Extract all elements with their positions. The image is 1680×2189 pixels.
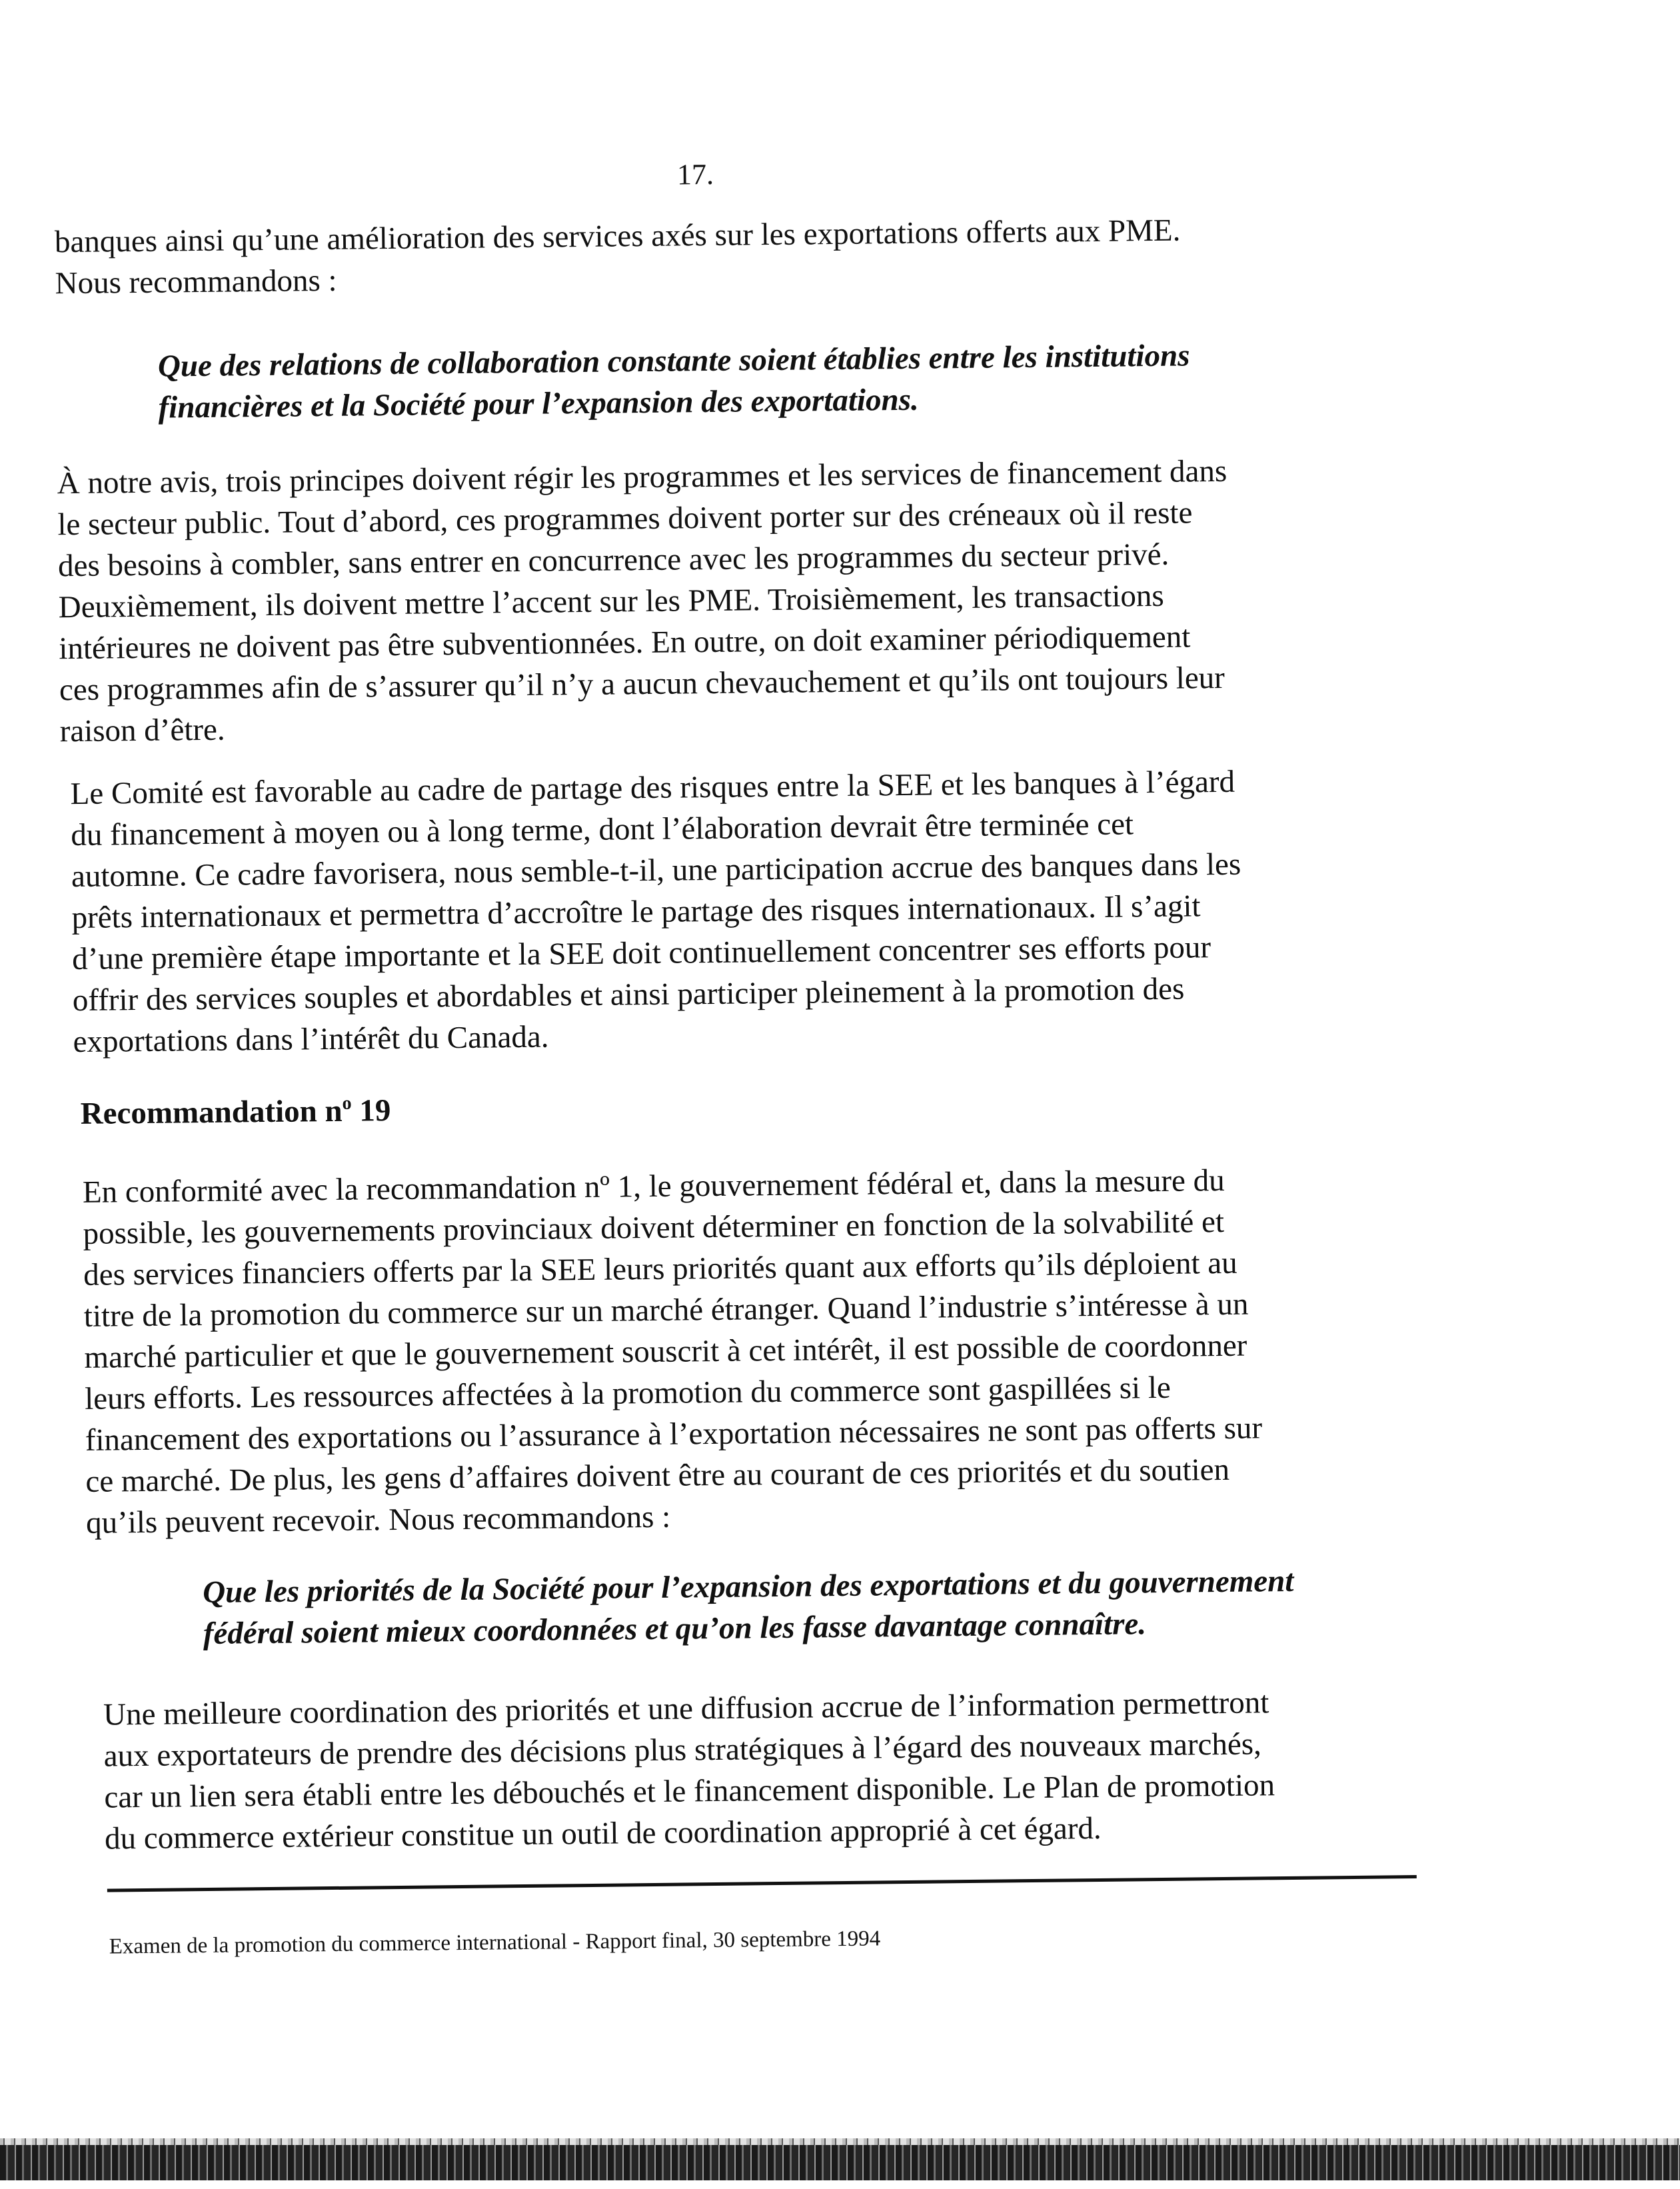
- paragraph-coordination: [83, 1159, 1263, 1543]
- text-line: raison d’être.: [59, 712, 225, 749]
- text-line: aux exportateurs de prendre des décisions plus stratégiques à l’égard des nouveaux marchés,: [103, 1726, 1262, 1774]
- text-line: offrir des services souples et abordables et ainsi participer pleinement à la promotion des: [72, 971, 1185, 1019]
- paragraph-intro: [55, 210, 1182, 305]
- text-line: possible, les gouvernements provinciaux doivent déterminer en fonction de la solvabilité et: [83, 1204, 1225, 1251]
- paragraph-principles: [57, 451, 1230, 752]
- text-line: des services financiers offerts par la SEE leurs priorités quant aux efforts qu’ils déploient au: [83, 1245, 1238, 1292]
- text-line: Que les priorités de la Société pour l’expansion des exportations et du gouvernement: [202, 1563, 1294, 1610]
- text-line: ce marché. De plus, les gens d’affaires doivent être au courant de ces priorités et du soutien: [85, 1452, 1230, 1499]
- heading-text: Recommandation n: [80, 1093, 343, 1131]
- text-line: fédéral soient mieux coordonnées et qu’on les fasse davantage connaître.: [203, 1606, 1147, 1652]
- text-line: En conformité avec la recommandation nº 1, le gouvernement fédéral et, dans la mesure du: [82, 1162, 1225, 1210]
- text-line: Que des relations de collaboration constante soient établies entre les institutions: [157, 338, 1190, 384]
- heading-superscript: o: [342, 1093, 352, 1114]
- text-line: titre de la promotion du commerce sur un marché étranger. Quand l’industrie s’intéresse à un: [83, 1286, 1249, 1334]
- text-line: du commerce extérieur constitue un outil de coordination approprié à cet égard.: [104, 1810, 1102, 1856]
- text-line: Le Comité est favorable au cadre de partage des risques entre la SEE et les banques à l’égard: [70, 764, 1236, 812]
- text-line: d’une première étape importante et la SEE doit continuellement concentrer ses efforts pour: [71, 930, 1212, 977]
- text-line: car un lien sera établi entre les débouchés et le financement disponible. Le Plan de promotion: [104, 1768, 1275, 1815]
- footer-text: Examen de la promotion du commerce international - Rapport final, 30 septembre 1994: [109, 1926, 881, 1959]
- text-line: leurs efforts. Les ressources affectées à la promotion du commerce sont gaspillées si le: [84, 1370, 1172, 1416]
- recommendation-text-2: [203, 1560, 1294, 1654]
- text-line: marché particulier et que le gouvernement souscrit à cet intérêt, il est possible de coordonner: [84, 1328, 1248, 1375]
- text-line: du financement à moyen ou à long terme, dont l’élaboration devrait être terminée cet: [71, 807, 1134, 853]
- text-line: le secteur public. Tout d’abord, ces programmes doivent porter sur des créneaux où il reste: [57, 495, 1193, 543]
- text-line: qu’ils peuvent recevoir. Nous recommandons :: [85, 1499, 671, 1540]
- text-line: financières et la Société pour l’expansion des exportations.: [158, 382, 919, 425]
- scan-edge-artifact: [0, 2145, 1680, 2180]
- heading-number: 19: [351, 1093, 391, 1128]
- text-line: À notre avis, trois principes doivent régir les programmes et les services de financement dans: [57, 453, 1228, 501]
- text-line: Deuxièmement, ils doivent mettre l’accent sur les PME. Troisièmement, les transactions: [58, 578, 1164, 625]
- text-line: ces programmes afin de s’assurer qu’il n’y a aucun chevauchement et qu’ils ont toujours leur: [59, 660, 1226, 708]
- text-line: intérieures ne doivent pas être subventionnées. En outre, on doit examiner périodiquement: [59, 619, 1191, 667]
- paragraph-risk-sharing: [70, 761, 1243, 1063]
- text-line: Une meilleure coordination des priorités et une diffusion accrue de l’information permettront: [103, 1685, 1269, 1732]
- text-line: des besoins à combler, sans entrer en concurrence avec les programmes du secteur privé.: [57, 537, 1170, 584]
- text-line: banques ainsi qu’une amélioration des services axés sur les exportations offerts aux PME.: [54, 213, 1181, 260]
- recommendation-heading: [80, 1095, 391, 1130]
- recommendation-text-1: [158, 335, 1191, 428]
- page-number: 17.: [676, 157, 714, 191]
- text-line: prêts internationaux et permettra d’accroître le partage des risques internationaux. Il s’agit: [71, 889, 1201, 936]
- text-line: Nous recommandons :: [55, 263, 337, 301]
- footer-divider: [107, 1875, 1417, 1892]
- text-line: exportations dans l’intérêt du Canada.: [73, 1019, 549, 1060]
- paragraph-conclusion: [103, 1682, 1275, 1859]
- text-line: financement des exportations ou l’assurance à l’exportation nécessaires ne sont pas offerts sur: [85, 1410, 1263, 1458]
- text-line: automne. Ce cadre favorisera, nous semble-t-il, une participation accrue des banques dans les: [71, 847, 1242, 895]
